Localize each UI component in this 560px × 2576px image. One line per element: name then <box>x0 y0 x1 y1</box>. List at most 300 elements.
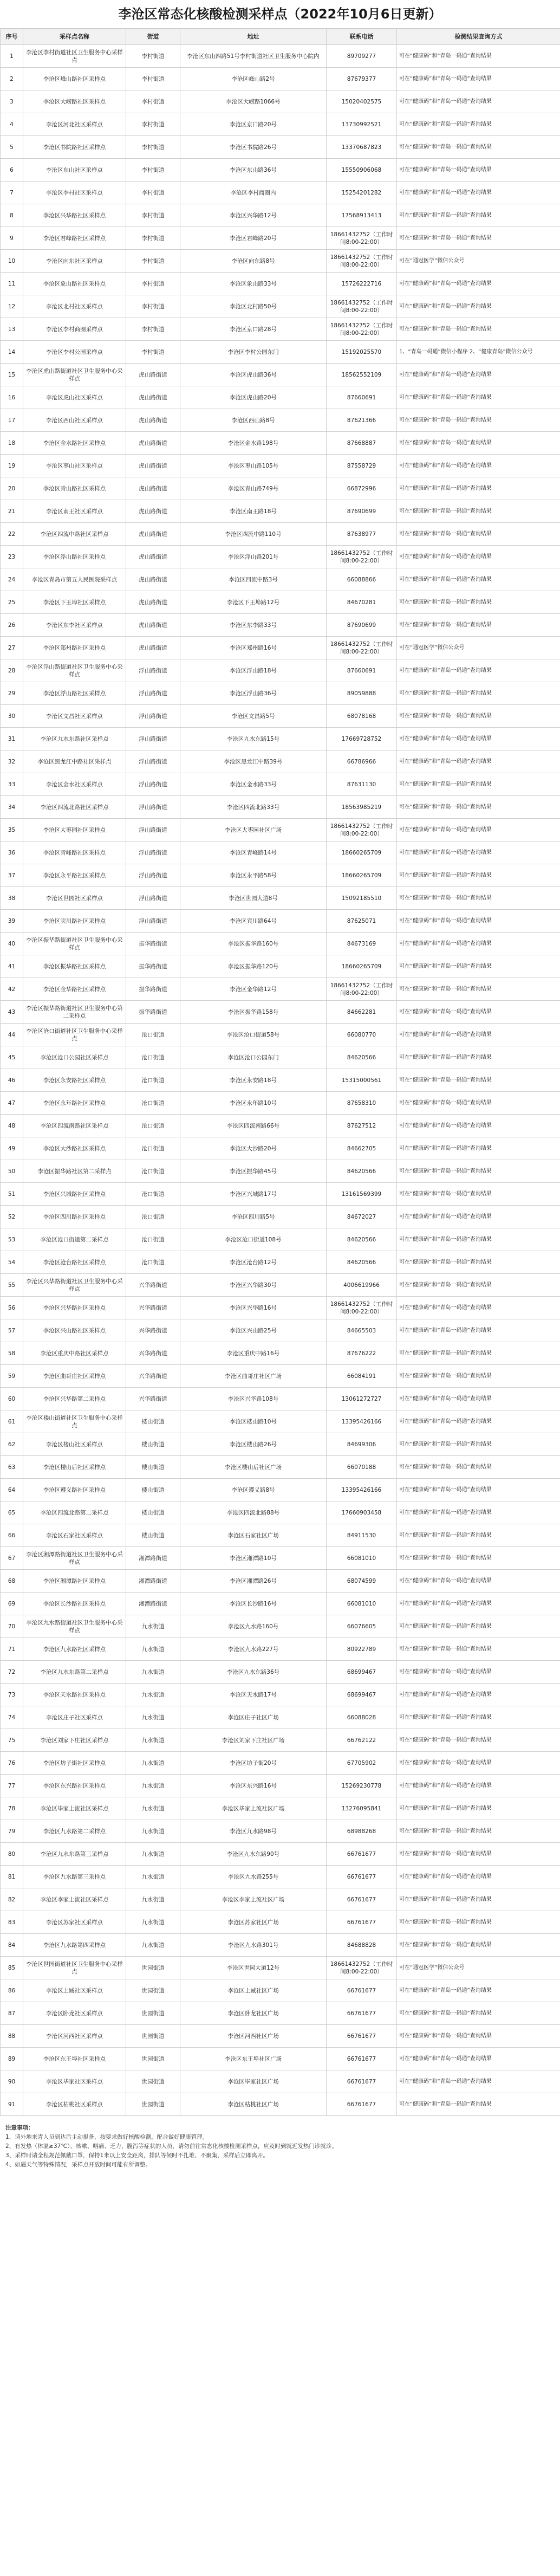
table-row <box>1 1661 560 1684</box>
address-cell: 李沧区君峰路20号 <box>180 227 327 250</box>
table-row <box>1 1843 560 1866</box>
row-index-cell: 81 <box>1 1866 23 1888</box>
address-cell: 李沧区重庆中路16号 <box>180 1342 327 1365</box>
site-name-cell: 李沧区九水路街道社区卫生服务中心采样点 <box>23 1615 126 1638</box>
result-query-cell: 可在“健康码”和“青岛一码通”查询结果 <box>397 386 560 409</box>
table-row <box>1 1388 560 1410</box>
site-name-cell: 李沧区青峰路社区采样点 <box>23 842 126 864</box>
result-query-cell: 可在“健康码”和“青岛一码通”查询结果 <box>397 1115 560 1137</box>
site-name-cell: 李沧区青山路社区采样点 <box>23 477 126 500</box>
address-cell: 李沧区卧龙社区广场 <box>180 2002 327 2025</box>
result-query-cell: 可在“健康码”和“青岛一码通”查询结果 <box>397 68 560 90</box>
table-row <box>1 2025 560 2048</box>
table-row <box>1 1274 560 1297</box>
row-index-cell: 32 <box>1 750 23 773</box>
address-cell: 李沧区苏家社区广场 <box>180 1911 327 1934</box>
site-name-cell: 李沧区李村社区采样点 <box>23 182 126 204</box>
site-name-cell: 李沧区永年路社区采样点 <box>23 1092 126 1115</box>
result-query-cell: 可在“健康码”和“青岛一码通”查询结果 <box>397 864 560 887</box>
column-header-address: 地址 <box>180 29 327 45</box>
phone-cell: 18661432752（工作时间8:00-22:00） <box>327 546 397 568</box>
result-query-cell: 可在“健康码”和“青岛一码通”查询结果 <box>397 1479 560 1501</box>
result-query-cell: 可在“健康码”和“青岛一码通”查询结果 <box>397 2070 560 2093</box>
result-query-cell: 可在“健康码”和“青岛一码通”查询结果 <box>397 455 560 477</box>
phone-cell: 87558729 <box>327 455 397 477</box>
phone-cell: 87638977 <box>327 523 397 546</box>
street-cell: 兴华路街道 <box>126 1319 180 1342</box>
row-index-cell: 75 <box>1 1729 23 1752</box>
row-index-cell: 78 <box>1 1797 23 1820</box>
row-index-cell: 83 <box>1 1911 23 1934</box>
row-index-cell: 89 <box>1 2048 23 2070</box>
phone-cell: 13395426166 <box>327 1410 397 1433</box>
result-query-cell: 可在“健康码”和“青岛一码通”查询结果 <box>397 1752 560 1775</box>
result-query-cell: 可在“健康码”和“青岛一码通”查询结果 <box>397 113 560 136</box>
street-cell: 虎山路街道 <box>126 386 180 409</box>
table-row <box>1 842 560 864</box>
table-row <box>1 705 560 728</box>
row-index-cell: 37 <box>1 864 23 887</box>
table-row <box>1 2070 560 2093</box>
result-query-cell: 可在“健康码”和“青岛一码通”查询结果 <box>397 933 560 955</box>
row-index-cell: 20 <box>1 477 23 500</box>
row-index-cell: 57 <box>1 1319 23 1342</box>
result-query-cell: 可在“健康码”和“青岛一码通”查询结果 <box>397 409 560 432</box>
table-row <box>1 864 560 887</box>
phone-cell: 68699467 <box>327 1661 397 1684</box>
table-row <box>1 728 560 750</box>
street-cell: 浮山路街道 <box>126 864 180 887</box>
table-row <box>1 1934 560 1957</box>
site-name-cell: 李沧区沧口公园社区采样点 <box>23 1046 126 1069</box>
row-index-cell: 22 <box>1 523 23 546</box>
table-row <box>1 1911 560 1934</box>
street-cell: 九水街道 <box>126 1752 180 1775</box>
table-row <box>1 2093 560 2116</box>
phone-cell: 84620566 <box>327 1228 397 1251</box>
address-cell: 李沧区兴华路30号 <box>180 1274 327 1297</box>
row-index-cell: 73 <box>1 1684 23 1706</box>
site-name-cell: 李沧区曲哥庄社区采样点 <box>23 1365 126 1388</box>
site-name-cell: 李沧区东李社区采样点 <box>23 614 126 637</box>
street-cell: 楼山街道 <box>126 1456 180 1479</box>
row-index-cell: 9 <box>1 227 23 250</box>
site-name-cell: 李沧区枣山社区采样点 <box>23 455 126 477</box>
street-cell: 沧口街道 <box>126 1115 180 1137</box>
row-index-cell: 19 <box>1 455 23 477</box>
site-name-cell: 李沧区九水路社区采样点 <box>23 1638 126 1661</box>
site-name-cell: 李沧区西山社区采样点 <box>23 409 126 432</box>
result-query-cell: 可在“健康码”和“青岛一码通”查询结果 <box>397 90 560 113</box>
column-header-index: 序号 <box>1 29 23 45</box>
phone-cell: 84662705 <box>327 1137 397 1160</box>
address-cell: 李沧区湘潭路10号 <box>180 1547 327 1570</box>
address-cell: 李沧区下王埠路12号 <box>180 591 327 614</box>
table-row <box>1 1228 560 1251</box>
phone-cell: 84670281 <box>327 591 397 614</box>
site-name-cell: 李沧区九水路第二采样点 <box>23 1820 126 1843</box>
row-index-cell: 82 <box>1 1888 23 1911</box>
street-cell: 九水街道 <box>126 1638 180 1661</box>
table-row <box>1 1775 560 1797</box>
table-row <box>1 341 560 364</box>
site-name-cell: 李沧区沧台路社区采样点 <box>23 1251 126 1274</box>
site-name-cell: 李沧区象山路社区采样点 <box>23 273 126 295</box>
street-cell: 李村街道 <box>126 204 180 227</box>
notes-heading: 注意事项： <box>5 2125 34 2131</box>
table-row <box>1 955 560 978</box>
result-query-cell: 可在“健康码”和“青岛一码通”查询结果 <box>397 773 560 796</box>
table-row <box>1 1684 560 1706</box>
site-name-cell: 李沧区兴山路社区采样点 <box>23 1319 126 1342</box>
table-row <box>1 933 560 955</box>
phone-cell: 84699306 <box>327 1433 397 1456</box>
phone-cell: 18661432752（工作时间8:00-22:00） <box>327 978 397 1001</box>
phone-cell: 18661432752（工作时间8:00-22:00） <box>327 250 397 273</box>
street-cell: 振华路街道 <box>126 978 180 1001</box>
site-name-cell: 李沧区四流南路社区采样点 <box>23 1115 126 1137</box>
row-index-cell: 28 <box>1 659 23 682</box>
address-cell: 李沧区浮山路18号 <box>180 659 327 682</box>
table-row <box>1 1615 560 1638</box>
table-row <box>1 1570 560 1593</box>
phone-cell: 66081010 <box>327 1593 397 1615</box>
phone-cell: 87660691 <box>327 659 397 682</box>
row-index-cell: 87 <box>1 2002 23 2025</box>
table-row <box>1 887 560 910</box>
site-name-cell: 李沧区遵义路社区采样点 <box>23 1479 126 1501</box>
address-cell: 李沧区枣山路105号 <box>180 455 327 477</box>
notes-line: 1、请外地来青人员到达后主动报备，按要求做好核酸检测，配合做好健康管理。 <box>5 2134 209 2140</box>
result-query-cell: 1、“青岛一码通”微信小程序 2、“健康青岛”微信公众号 <box>397 341 560 364</box>
address-cell: 李沧区庄子社区广场 <box>180 1706 327 1729</box>
phone-cell: 66088028 <box>327 1706 397 1729</box>
site-name-cell: 李沧区河西社区采样点 <box>23 2025 126 2048</box>
row-index-cell: 5 <box>1 136 23 159</box>
result-query-cell: 可在“通冠医学”微信公众号 <box>397 250 560 273</box>
address-cell: 李沧区书院路26号 <box>180 136 327 159</box>
phone-cell: 84665503 <box>327 1319 397 1342</box>
result-query-cell: 可在“健康码”和“青岛一码通”查询结果 <box>397 1365 560 1388</box>
table-row <box>1 614 560 637</box>
row-index-cell: 15 <box>1 364 23 386</box>
table-row <box>1 1160 560 1183</box>
site-name-cell: 李沧区金水社区采样点 <box>23 773 126 796</box>
row-index-cell: 16 <box>1 386 23 409</box>
phone-cell: 87668887 <box>327 432 397 455</box>
address-cell: 李沧区东山路36号 <box>180 159 327 182</box>
phone-cell: 66761677 <box>327 2093 397 2116</box>
result-query-cell: 可在“健康码”和“青岛一码通”查询结果 <box>397 1524 560 1547</box>
site-name-cell: 李沧区四流北路第二采样点 <box>23 1501 126 1524</box>
result-query-cell: 可在“健康码”和“青岛一码通”查询结果 <box>397 1228 560 1251</box>
table-row <box>1 1752 560 1775</box>
row-index-cell: 45 <box>1 1046 23 1069</box>
street-cell: 振华路街道 <box>126 933 180 955</box>
site-name-cell: 李沧区大沙路社区采样点 <box>23 1137 126 1160</box>
address-cell: 李沧区遵义路8号 <box>180 1479 327 1501</box>
street-cell: 李村街道 <box>126 182 180 204</box>
site-name-cell: 李沧区庄子社区采样点 <box>23 1706 126 1729</box>
phone-cell: 66762122 <box>327 1729 397 1752</box>
address-cell: 李沧区九水路255号 <box>180 1866 327 1888</box>
result-query-cell: 可在“健康码”和“青岛一码通”查询结果 <box>397 1206 560 1228</box>
result-query-cell: 可在“健康码”和“青岛一码通”查询结果 <box>397 1251 560 1274</box>
site-name-cell: 李沧区东山社区采样点 <box>23 159 126 182</box>
phone-cell: 66080770 <box>327 1024 397 1046</box>
result-query-cell: 可在“健康码”和“青岛一码通”查询结果 <box>397 1001 560 1024</box>
phone-cell: 13061272727 <box>327 1388 397 1410</box>
result-query-cell: 可在“健康码”和“青岛一码通”查询结果 <box>397 750 560 773</box>
result-query-cell: 可在“健康码”和“青岛一码通”查询结果 <box>397 1137 560 1160</box>
street-cell: 九水街道 <box>126 1934 180 1957</box>
table-row <box>1 273 560 295</box>
site-name-cell: 李沧区湘潭路街道社区卫生服务中心采样点 <box>23 1547 126 1570</box>
address-cell: 李沧区天水路17号 <box>180 1684 327 1706</box>
street-cell: 世园街道 <box>126 1979 180 2002</box>
result-query-cell: 可在“健康码”和“青岛一码通”查询结果 <box>397 591 560 614</box>
street-cell: 兴华路街道 <box>126 1388 180 1410</box>
site-name-cell: 李沧区九水路第四采样点 <box>23 1934 126 1957</box>
notes-line: 4、如遇天气等特殊情况，采样点开放时间可能有所调整。 <box>5 2161 152 2168</box>
result-query-cell: 可在“健康码”和“青岛一码通”查询结果 <box>397 1570 560 1593</box>
phone-cell: 13276095841 <box>327 1797 397 1820</box>
result-query-cell: 可在“健康码”和“青岛一码通”查询结果 <box>397 182 560 204</box>
street-cell: 楼山街道 <box>126 1524 180 1547</box>
site-name-cell: 李沧区卧龙社区采样点 <box>23 2002 126 2025</box>
result-query-cell: 可在“健康码”和“青岛一码通”查询结果 <box>397 1684 560 1706</box>
street-cell: 李村街道 <box>126 113 180 136</box>
street-cell: 沧口街道 <box>126 1024 180 1046</box>
address-cell: 李沧区四川路5号 <box>180 1206 327 1228</box>
street-cell: 湘潭路街道 <box>126 1593 180 1615</box>
site-name-cell: 李沧区长沙路社区采样点 <box>23 1593 126 1615</box>
site-name-cell: 李沧区湘潭路社区采样点 <box>23 1570 126 1593</box>
address-cell: 李沧区东王埠社区广场 <box>180 2048 327 2070</box>
site-name-cell: 李沧区九水东路第二采样点 <box>23 1661 126 1684</box>
site-name-cell: 李沧区天水路社区采样点 <box>23 1684 126 1706</box>
result-query-cell: 可在“健康码”和“青岛一码通”查询结果 <box>397 1911 560 1934</box>
row-index-cell: 10 <box>1 250 23 273</box>
address-cell: 李沧区九水东路90号 <box>180 1843 327 1866</box>
address-cell: 李沧区四流中路3号 <box>180 568 327 591</box>
street-cell: 虎山路街道 <box>126 409 180 432</box>
row-index-cell: 91 <box>1 2093 23 2116</box>
address-cell: 李沧区京口路20号 <box>180 113 327 136</box>
result-query-cell: 可在“健康码”和“青岛一码通”查询结果 <box>397 523 560 546</box>
site-name-cell: 李沧区沧口街道社区卫生服务中心采样点 <box>23 1024 126 1046</box>
result-query-cell: 可在“健康码”和“青岛一码通”查询结果 <box>397 1160 560 1183</box>
table-row <box>1 1501 560 1524</box>
address-cell: 李沧区兴华路108号 <box>180 1388 327 1410</box>
street-cell: 虎山路街道 <box>126 364 180 386</box>
site-name-cell: 李沧区四川路社区采样点 <box>23 1206 126 1228</box>
site-name-cell: 李沧区上臧社区采样点 <box>23 1979 126 2002</box>
address-cell: 李沧区东李路33号 <box>180 614 327 637</box>
row-index-cell: 64 <box>1 1479 23 1501</box>
address-cell: 李沧区郑州路16号 <box>180 637 327 659</box>
row-index-cell: 48 <box>1 1115 23 1137</box>
table-row <box>1 455 560 477</box>
address-cell: 李沧区四流中路110号 <box>180 523 327 546</box>
address-cell: 李沧区刘家下庄社区广场 <box>180 1729 327 1752</box>
table-row <box>1 136 560 159</box>
row-index-cell: 84 <box>1 1934 23 1957</box>
phone-cell: 68988268 <box>327 1820 397 1843</box>
result-query-cell: 可在“健康码”和“青岛一码通”查询结果 <box>397 1501 560 1524</box>
phone-cell: 66761677 <box>327 2048 397 2070</box>
row-index-cell: 65 <box>1 1501 23 1524</box>
phone-cell: 66761677 <box>327 1843 397 1866</box>
phone-cell: 66088866 <box>327 568 397 591</box>
address-cell: 李沧区峰山路2号 <box>180 68 327 90</box>
street-cell: 浮山路街道 <box>126 659 180 682</box>
table-row <box>1 364 560 386</box>
table-row <box>1 204 560 227</box>
phone-cell: 84911530 <box>327 1524 397 1547</box>
result-query-cell: 可在“健康码”和“青岛一码通”查询结果 <box>397 546 560 568</box>
street-cell: 沧口街道 <box>126 1251 180 1274</box>
table-row <box>1 773 560 796</box>
result-query-cell: 可在“健康码”和“青岛一码通”查询结果 <box>397 1388 560 1410</box>
result-query-cell: 可在“健康码”和“青岛一码通”查询结果 <box>397 2025 560 2048</box>
row-index-cell: 17 <box>1 409 23 432</box>
street-cell: 沧口街道 <box>126 1137 180 1160</box>
street-cell: 李村街道 <box>126 90 180 113</box>
result-query-cell: 可在“健康码”和“青岛一码通”查询结果 <box>397 1024 560 1046</box>
table-row <box>1 591 560 614</box>
address-cell: 李沧区长沙路16号 <box>180 1593 327 1615</box>
result-query-cell: 可在“健康码”和“青岛一码通”查询结果 <box>397 1593 560 1615</box>
result-query-cell: 可在“健康码”和“青岛一码通”查询结果 <box>397 273 560 295</box>
address-cell: 李沧区毕家上流社区广场 <box>180 1797 327 1820</box>
site-name-cell: 李沧区君峰路社区采样点 <box>23 227 126 250</box>
street-cell: 沧口街道 <box>126 1160 180 1183</box>
site-name-cell: 李沧区刘家下庄社区采样点 <box>23 1729 126 1752</box>
row-index-cell: 11 <box>1 273 23 295</box>
phone-cell: 13730992521 <box>327 113 397 136</box>
table-row <box>1 182 560 204</box>
result-query-cell: 可在“健康码”和“青岛一码通”查询结果 <box>397 1046 560 1069</box>
street-cell: 九水街道 <box>126 1797 180 1820</box>
phone-cell: 66761677 <box>327 1911 397 1934</box>
result-query-cell: 可在“健康码”和“青岛一码通”查询结果 <box>397 204 560 227</box>
table-row <box>1 1593 560 1615</box>
result-query-cell: 可在“健康码”和“青岛一码通”查询结果 <box>397 1775 560 1797</box>
notes-line: 2、有发热（体温≥37℃）、咳嗽、咽痛、乏力、腹泻等症状的人员，请勿前往常态化核酸检测采样点，应及时到就近发热门诊就诊。 <box>5 2143 337 2150</box>
column-header-phone: 联系电话 <box>327 29 397 45</box>
row-index-cell: 70 <box>1 1615 23 1638</box>
address-cell: 李沧区黑龙江中路39号 <box>180 750 327 773</box>
phone-cell: 66070188 <box>327 1456 397 1479</box>
site-name-cell: 李沧区九水东路社区采样点 <box>23 728 126 750</box>
table-row <box>1 1001 560 1024</box>
phone-cell: 13370687823 <box>327 136 397 159</box>
phone-cell: 89059888 <box>327 682 397 705</box>
row-index-cell: 63 <box>1 1456 23 1479</box>
result-query-cell: 可在“健康码”和“青岛一码通”查询结果 <box>397 1979 560 2002</box>
street-cell: 浮山路街道 <box>126 682 180 705</box>
phone-cell: 87690699 <box>327 500 397 523</box>
row-index-cell: 26 <box>1 614 23 637</box>
address-cell: 李沧区楼山后社区广场 <box>180 1456 327 1479</box>
phone-cell: 15254201282 <box>327 182 397 204</box>
address-cell: 李沧区毕家社区广场 <box>180 2070 327 2093</box>
result-query-cell: 可在“健康码”和“青岛一码通”查询结果 <box>397 364 560 386</box>
address-cell: 李沧区大枣园社区广场 <box>180 819 327 842</box>
notes-line: 3、采样时请全程规范佩戴口罩，保持1米以上安全距离，排队等候时不扎堆、不聚集，采样后立即离开。 <box>5 2152 269 2159</box>
street-cell: 振华路街道 <box>126 1001 180 1024</box>
phone-cell: 84620566 <box>327 1046 397 1069</box>
row-index-cell: 90 <box>1 2070 23 2093</box>
row-index-cell: 66 <box>1 1524 23 1547</box>
address-cell: 李沧区南王路18号 <box>180 500 327 523</box>
site-name-cell: 李沧区枯桃社区采样点 <box>23 2093 126 2116</box>
column-header-result-query: 检测结果查询方式 <box>397 29 560 45</box>
street-cell: 九水街道 <box>126 1706 180 1729</box>
address-cell: 李沧区沧口街道58号 <box>180 1024 327 1046</box>
result-query-cell: 可在“健康码”和“青岛一码通”查询结果 <box>397 1183 560 1206</box>
result-query-cell: 可在“健康码”和“青岛一码通”查询结果 <box>397 1319 560 1342</box>
address-cell: 李沧区向东路8号 <box>180 250 327 273</box>
site-name-cell: 李沧区东兴路社区采样点 <box>23 1775 126 1797</box>
phone-cell: 66761677 <box>327 2025 397 2048</box>
row-index-cell: 62 <box>1 1433 23 1456</box>
address-cell: 李沧区河西社区广场 <box>180 2025 327 2048</box>
phone-cell: 15192025570 <box>327 341 397 364</box>
table-row <box>1 1137 560 1160</box>
address-cell: 李沧区兴华路16号 <box>180 1297 327 1319</box>
table-row <box>1 1979 560 2002</box>
table-row <box>1 1456 560 1479</box>
site-name-cell: 李沧区文昌社区采样点 <box>23 705 126 728</box>
table-row <box>1 386 560 409</box>
result-query-cell: 可在“健康码”和“青岛一码通”查询结果 <box>397 477 560 500</box>
row-index-cell: 27 <box>1 637 23 659</box>
table-row <box>1 1729 560 1752</box>
phone-cell: 13161569399 <box>327 1183 397 1206</box>
table-row <box>1 500 560 523</box>
row-index-cell: 85 <box>1 1957 23 1979</box>
table-row <box>1 568 560 591</box>
street-cell: 九水街道 <box>126 1888 180 1911</box>
address-cell: 李沧区振华路158号 <box>180 1001 327 1024</box>
result-query-cell: 可在“健康码”和“青岛一码通”查询结果 <box>397 432 560 455</box>
result-query-cell: 可在“健康码”和“青岛一码通”查询结果 <box>397 1092 560 1115</box>
address-cell: 李沧区青山路749号 <box>180 477 327 500</box>
row-index-cell: 40 <box>1 933 23 955</box>
table-row <box>1 1183 560 1206</box>
table-body <box>1 45 560 2116</box>
table-row <box>1 2002 560 2025</box>
phone-cell: 66761677 <box>327 2002 397 2025</box>
phone-cell: 66786966 <box>327 750 397 773</box>
street-cell: 九水街道 <box>126 1775 180 1797</box>
table-row <box>1 637 560 659</box>
row-index-cell: 6 <box>1 159 23 182</box>
phone-cell: 66084191 <box>327 1365 397 1388</box>
result-query-cell: 可在“健康码”和“青岛一码通”查询结果 <box>397 614 560 637</box>
row-index-cell: 49 <box>1 1137 23 1160</box>
result-query-cell: 可在“健康码”和“青岛一码通”查询结果 <box>397 1342 560 1365</box>
row-index-cell: 53 <box>1 1228 23 1251</box>
phone-cell: 15092185510 <box>327 887 397 910</box>
result-query-cell: 可在“健康码”和“青岛一码通”查询结果 <box>397 1274 560 1297</box>
result-query-cell: 可在“健康码”和“青岛一码通”查询结果 <box>397 45 560 68</box>
site-name-cell: 李沧区楼山街道社区卫生服务中心采样点 <box>23 1410 126 1433</box>
street-cell: 虎山路街道 <box>126 614 180 637</box>
table-row <box>1 1547 560 1570</box>
